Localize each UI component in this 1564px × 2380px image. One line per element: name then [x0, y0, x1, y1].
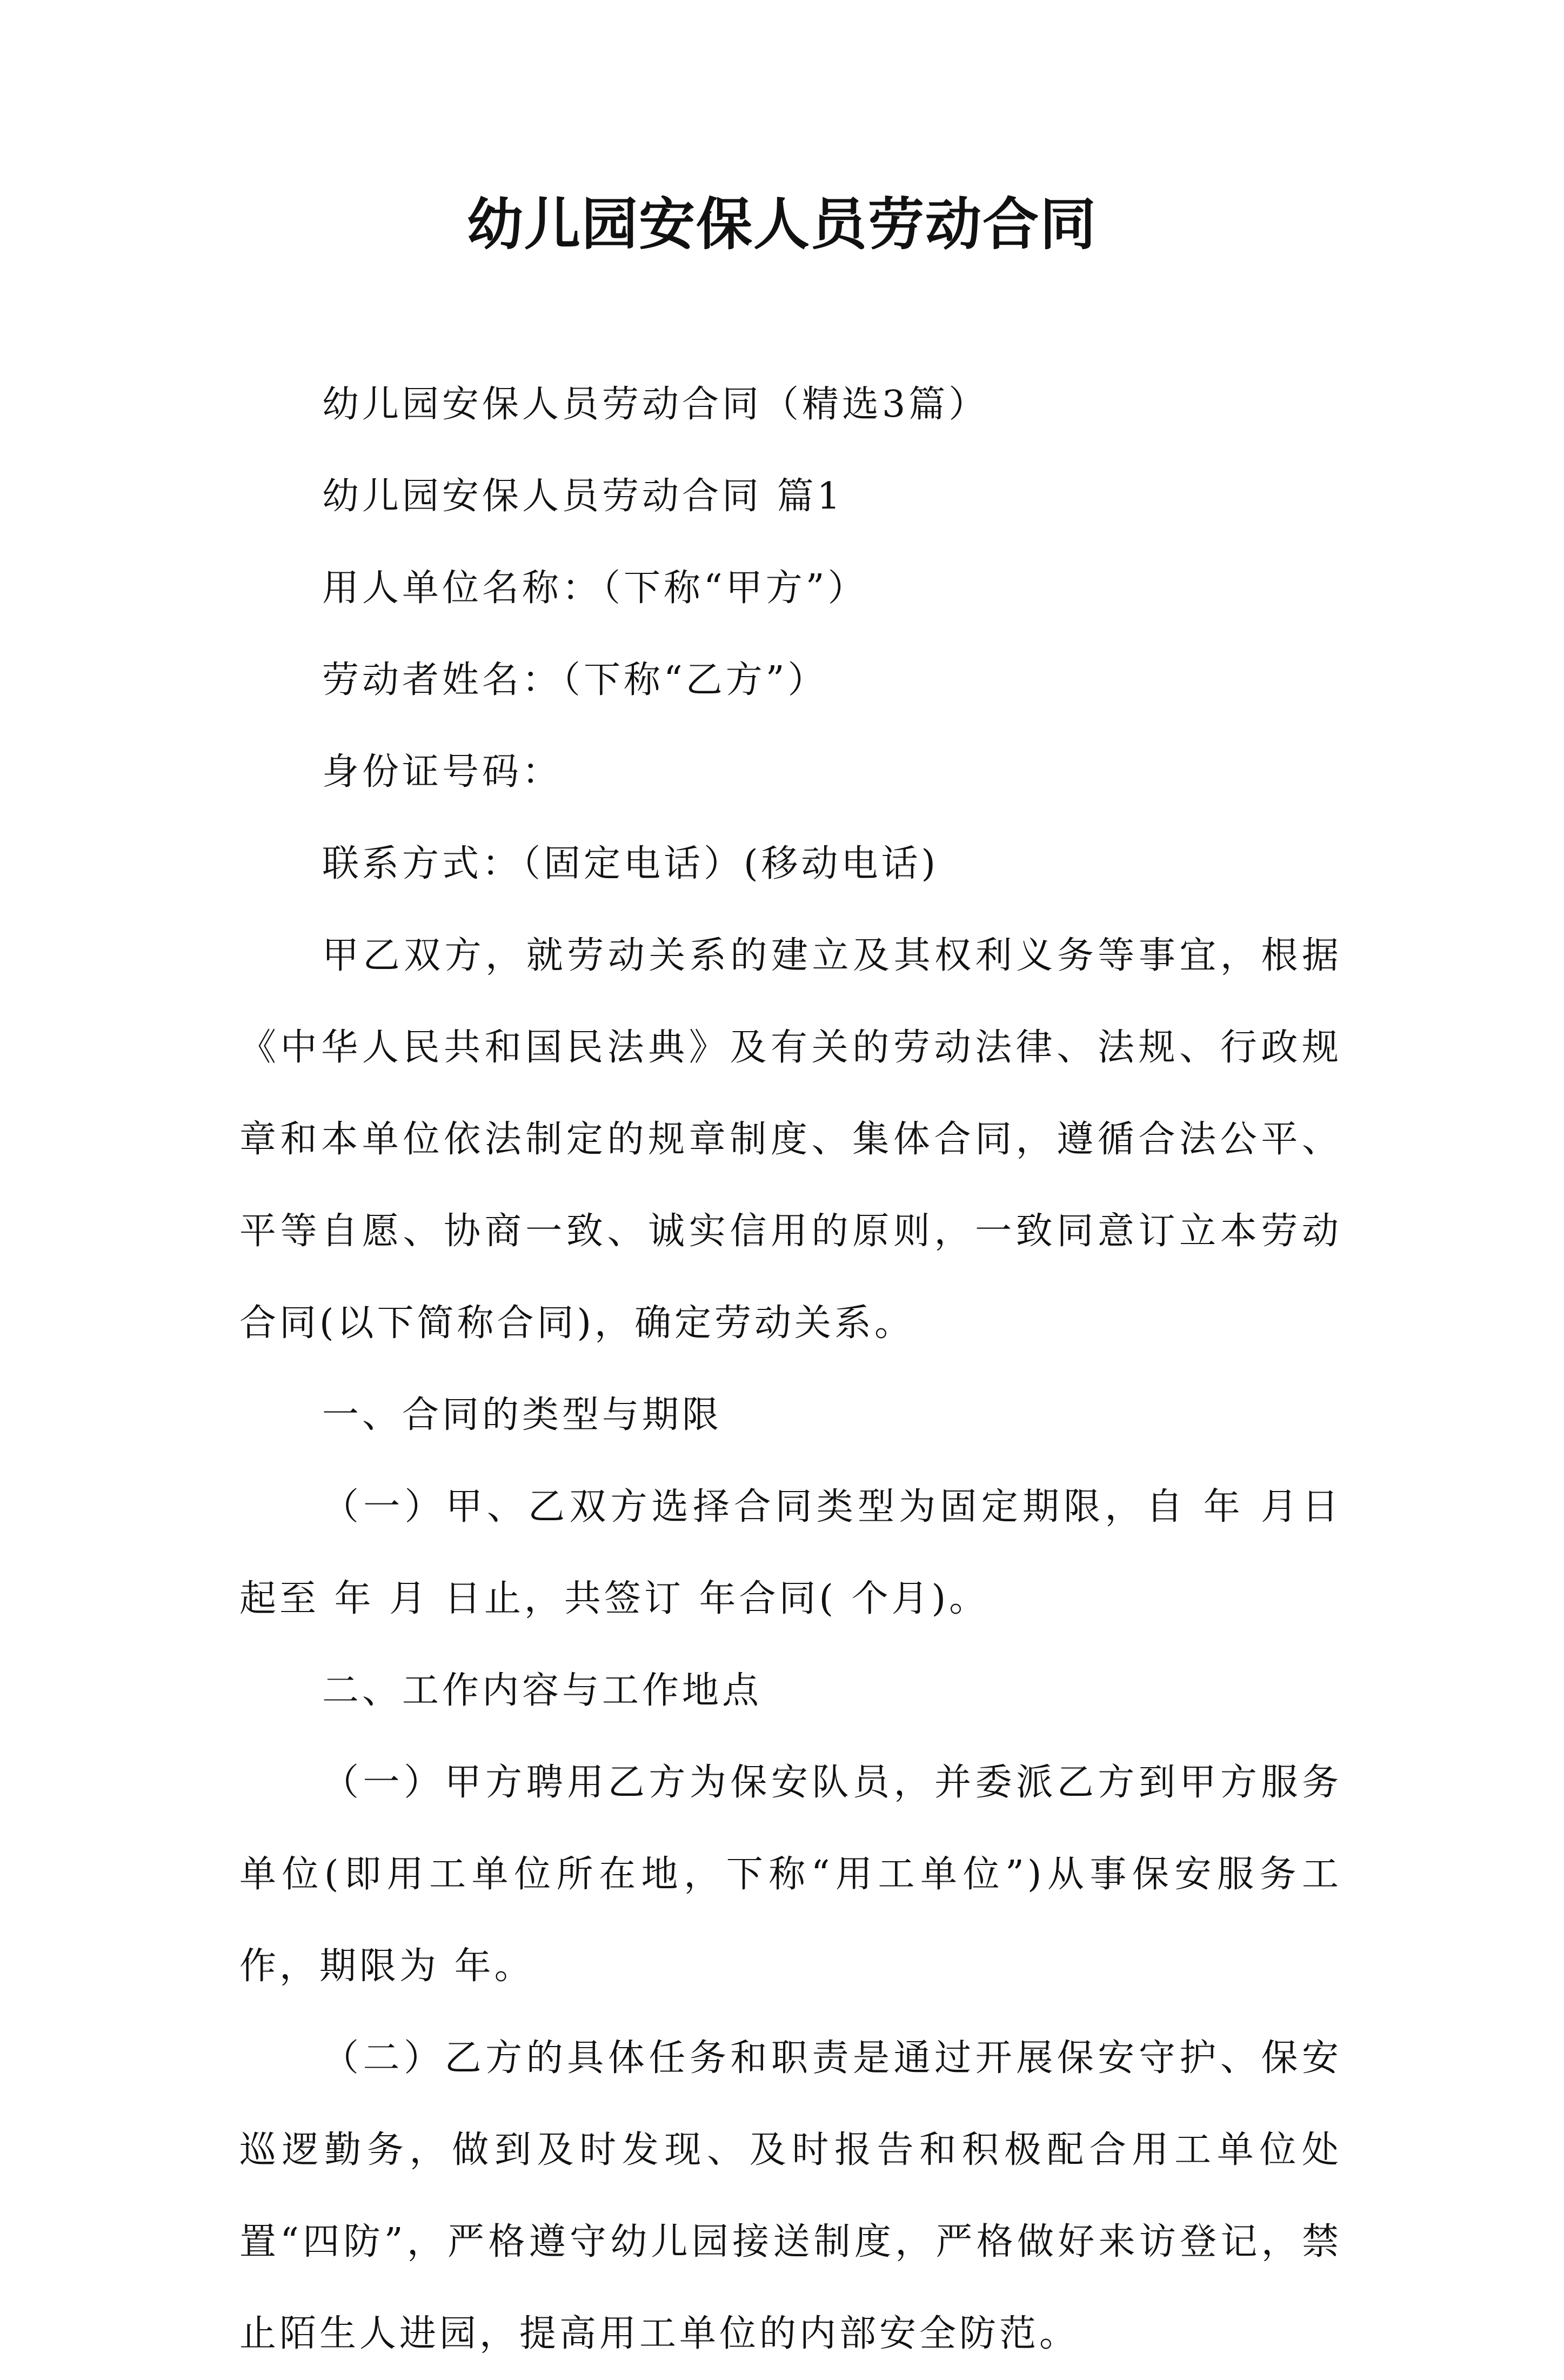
clause-heading-2: 二、工作内容与工作地点: [322, 1669, 763, 1712]
document-body: [239, 359, 1342, 2380]
clause-2-1: （一）甲方聘用乙方为保安队员，并委派乙方到甲方服务单位(即用工单位所在地，下称“用工单位”)从事保安服务工作，期限为 年。: [239, 1761, 1342, 1988]
document-title: 幼儿园安保人员劳动合同: [466, 191, 1097, 257]
employee-name-line: 劳动者姓名：（下称“乙方”）: [322, 659, 828, 701]
clause-1-1: （一）甲、乙双方选择合同类型为固定期限，自 年 月日起至 年 月 日止，共签订 年合同( 个月)。: [239, 1486, 1342, 1620]
subtitle-paragraph: 幼儿园安保人员劳动合同（精选3篇）: [322, 383, 989, 426]
clause-2-2: （二）乙方的具体任务和职责是通过开展保安守护、保安巡逻勤务，做到及时发现、及时报告和积极配合用工单位处置“四防”，严格遵守幼儿园接送制度，严格做好来访登记，禁止陌生人进园，提高用工单位的内部安全防范。: [239, 2037, 1342, 2355]
clause-heading-1: 一、合同的类型与期限: [322, 1394, 723, 1436]
preamble-paragraph: 甲乙双方，就劳动关系的建立及其权利义务等事宜，根据《中华人民共和国民法典》及有关的劳动法律、法规、行政规章和本单位依法制定的规章制度、集体合同，遵循合法公平、平等自愿、协商一致、诚实信用的原则，一致同意订立本劳动合同(以下简称合同)，确定劳动关系。: [239, 934, 1342, 1345]
section-heading-part1: 幼儿园安保人员劳动合同 篇1: [322, 475, 844, 518]
contact-line: 联系方式：（固定电话）(移动电话): [322, 843, 939, 885]
id-number-line: 身份证号码：: [322, 751, 563, 793]
employer-name-line: 用人单位名称：（下称“甲方”）: [322, 567, 868, 610]
